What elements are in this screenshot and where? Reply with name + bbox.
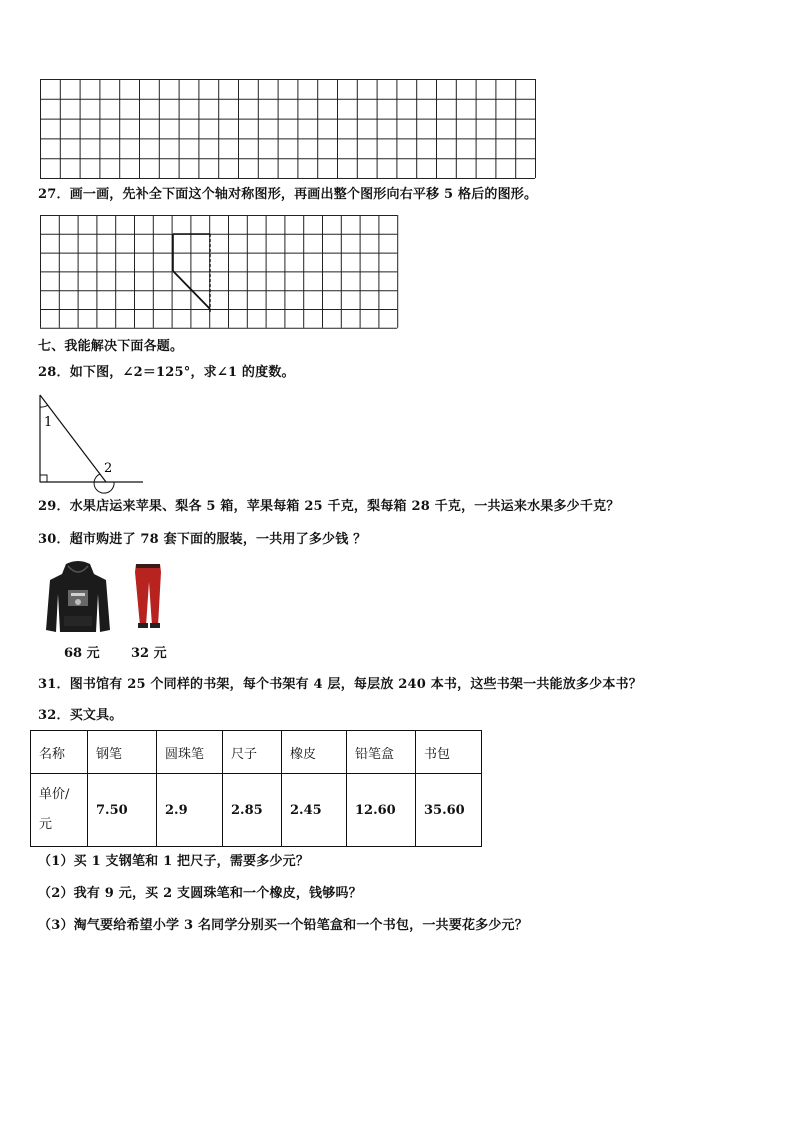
question-28: 28．如下图，∠2＝125°，求∠1 的度数。 [38, 365, 295, 380]
table-cell: 2.45 [282, 774, 347, 847]
question-30: 30．超市购进了 78 套下面的服装，一共用了多少钱 ？ [38, 532, 367, 547]
triangle-figure [38, 393, 148, 488]
table-header-cell: 钢笔 [88, 731, 157, 774]
pants-image [130, 562, 166, 630]
price-table [30, 730, 482, 847]
table-header-cell: 橡皮 [282, 731, 347, 774]
table-header-row [31, 731, 482, 774]
pants-price: 32 元 [131, 646, 167, 661]
table-cell: 12.60 [347, 774, 416, 847]
angle-1-arc [40, 405, 48, 407]
table-cell: 2.85 [223, 774, 282, 847]
section-7-heading: 七、我能解决下面各题。 [38, 339, 184, 354]
question-32-part-3: （3）淘气要给希望小学 3 名同学分别买一个铅笔盒和一个书包，一共要花多少元？ [38, 918, 528, 933]
symmetry-grid [40, 215, 400, 330]
table-header-cell: 圆珠笔 [157, 731, 223, 774]
question-27: 27．画一画，先补全下面这个轴对称图形，再画出整个图形向右平移 5 格后的图形。 [38, 187, 538, 202]
angle-2-arc [94, 474, 114, 493]
table-cell: 7.50 [88, 774, 157, 847]
table-cell: 2.9 [157, 774, 223, 847]
table-header-cell: 铅笔盒 [347, 731, 416, 774]
table-header-cell: 书包 [416, 731, 482, 774]
row-label-cell [31, 774, 88, 847]
question-32: 32．买文具。 [38, 708, 123, 723]
table-header-cell: 尺子 [223, 731, 282, 774]
table-cell: 35.60 [416, 774, 482, 847]
question-32-part-2: （2）我有 9 元，买 2 支圆珠笔和一个橡皮，钱够吗？ [38, 886, 362, 901]
right-angle-mark [40, 475, 47, 482]
hoodie-image [44, 560, 112, 634]
partial-axis-figure [173, 234, 210, 313]
question-32-part-1: （1）买 1 支钢笔和 1 把尺子，需要多少元？ [38, 854, 310, 869]
table-header-cell: 名称 [31, 731, 88, 774]
angle-2-label: 2 [104, 461, 113, 476]
row-label-line-2: 元 [39, 817, 53, 832]
row-label-line-1: 单价/ [39, 787, 70, 802]
question-31: 31．图书馆有 25 个同样的书架，每个书架有 4 层，每层放 240 本书，这些书架一共能放多少本书？ [38, 677, 642, 692]
question-29: 29．水果店运来苹果、梨各 5 箱，苹果每箱 25 千克，梨每箱 28 千克，一共运来水果多少千克？ [38, 499, 620, 514]
hoodie-price: 68 元 [64, 646, 100, 661]
top-grid [40, 79, 540, 179]
angle-1-label: 1 [44, 415, 53, 430]
table-row [31, 774, 482, 847]
